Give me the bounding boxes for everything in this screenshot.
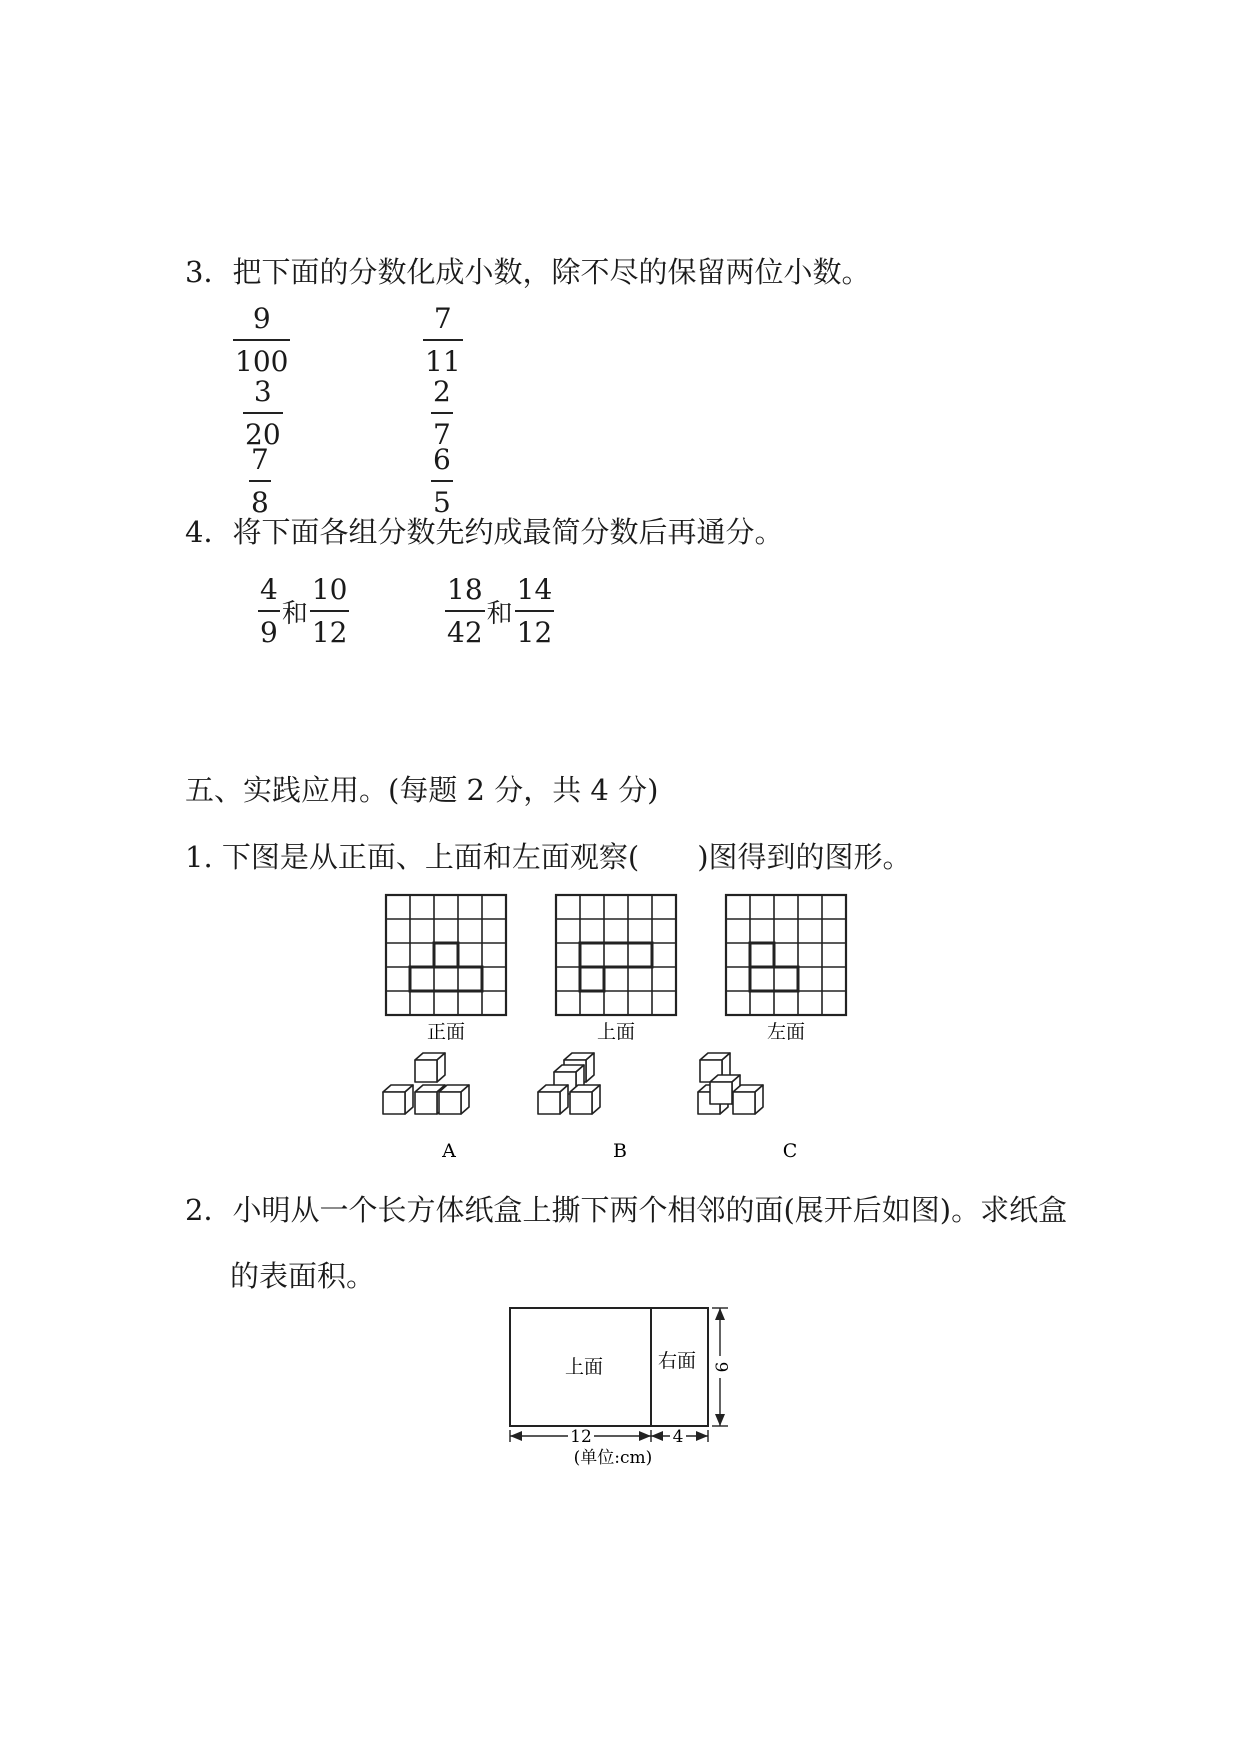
connector-text: 和	[486, 599, 513, 629]
top-view-grid	[556, 895, 676, 1015]
practice-2-line-1: 2．小明从一个长方体纸盒上撕下两个相邻的面(展开后如图)。求纸盒	[185, 1193, 1068, 1227]
numerator: 3	[253, 375, 272, 408]
denominator: 7	[433, 418, 451, 451]
cube-figure-b	[538, 1053, 600, 1114]
front-view-label: 正面	[426, 1021, 466, 1043]
numerator: 10	[311, 573, 348, 606]
denominator: 8	[251, 486, 269, 519]
numerator: 6	[433, 443, 451, 476]
numerator: 9	[252, 302, 271, 335]
unfolded-faces-figure	[500, 1300, 740, 1470]
practice-1-title: 1. 下图是从正面、上面和左面观察( )图得到的图形。	[185, 840, 912, 874]
denominator: 20	[245, 418, 281, 451]
left-view-label: 左面	[766, 1021, 806, 1043]
section-5-heading: 五、实践应用。(每题 2 分，共 4 分)	[185, 773, 659, 807]
cube-figure-a	[383, 1053, 469, 1114]
fraction-item	[431, 443, 453, 519]
numerator: 2	[433, 375, 451, 408]
fraction-pair	[445, 573, 554, 649]
right-face-label: 右面	[657, 1350, 697, 1372]
cube-figure-c	[698, 1053, 763, 1114]
numerator: 7	[251, 443, 269, 476]
denominator: 12	[311, 616, 348, 649]
numerator: 14	[516, 573, 553, 606]
height-dimension: 9	[710, 1361, 731, 1373]
length-dimension: 12	[570, 1427, 592, 1447]
fraction-item	[233, 302, 290, 378]
top-face-label: 上面	[564, 1356, 604, 1378]
fraction-pair	[258, 573, 349, 649]
left-view-grid	[726, 895, 846, 1015]
denominator: 42	[447, 616, 483, 649]
fraction-item	[431, 375, 453, 451]
fraction-item	[243, 375, 283, 451]
width-dimension: 4	[672, 1427, 684, 1447]
connector-text: 和	[281, 599, 308, 629]
practice-2-line-2: 的表面积。	[230, 1259, 376, 1293]
numerator: 18	[447, 573, 483, 606]
option-b-label: B	[613, 1140, 627, 1162]
front-view-grid	[386, 895, 506, 1015]
numerator: 4	[260, 573, 278, 606]
unit-note: (单位:cm)	[573, 1448, 653, 1468]
question-3-title: 3．把下面的分数化成小数，除不尽的保留两位小数。	[185, 255, 871, 289]
denominator: 12	[516, 616, 553, 649]
numerator: 7	[433, 302, 452, 335]
denominator: 5	[433, 486, 451, 519]
option-a-label: A	[442, 1140, 456, 1162]
fraction-item	[249, 443, 271, 519]
denominator: 100	[235, 345, 289, 378]
top-view-label: 上面	[596, 1021, 636, 1043]
views-figure	[380, 895, 860, 1180]
denominator: 9	[260, 616, 278, 649]
option-c-label: C	[782, 1140, 798, 1162]
denominator: 11	[425, 345, 461, 378]
fraction-item	[423, 302, 463, 378]
question-4-title: 4．将下面各组分数先约成最简分数后再通分。	[185, 515, 784, 549]
